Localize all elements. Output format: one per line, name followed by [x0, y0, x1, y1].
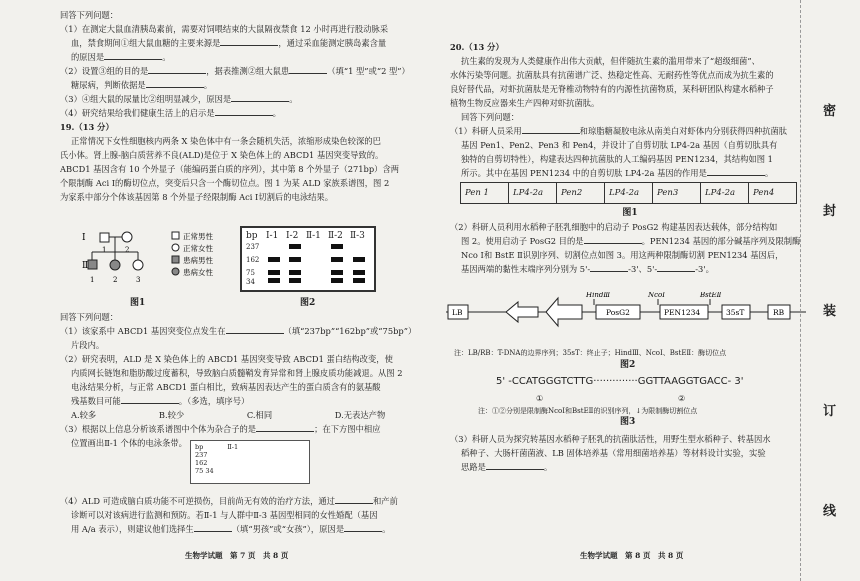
vector-label: PosG2 — [606, 308, 630, 317]
text-line: （4）研究结果给我们健康生活上的启示是 。 — [60, 108, 281, 118]
text-line: 植物生物反应器来生产四种对虾抗菌肽。 — [450, 98, 600, 108]
svg-text:2: 2 — [125, 246, 130, 254]
pedigree-male-normal — [100, 233, 109, 242]
gene-segment: Pen 1 — [461, 183, 509, 204]
figure-caption: 图3 — [620, 417, 636, 427]
text-line: （4）ALD 可造成脑白质功能不可逆损伤，目前尚无有效的治疗方法，通过 和产前 — [60, 496, 398, 506]
svg-text:1: 1 — [90, 276, 95, 284]
text-line: （1）在测定大鼠血清胰岛素前，需要对饲喂结束的大鼠隔夜禁食 12 小时再进行股动脉采 — [60, 24, 389, 34]
svg-text:1: 1 — [102, 246, 107, 254]
text-line: （2）设置③组的目的是 ，据表推测②组大鼠患 （填“1 型”或“2 型”） — [60, 66, 410, 76]
answer-blank[interactable] — [256, 422, 314, 432]
text-line: 正常情况下女性细胞核内两条 X 染色体中有一条会随机失活，浓缩形成染色较深的巴 — [71, 136, 381, 146]
gene-segment: Pen3 — [653, 183, 701, 204]
text-line: 水体污染等问题。抗菌肽具有抗菌谱广泛、热稳定性高、无耐药性等优点而成为抗生素的 — [450, 70, 774, 80]
text-line: （1）科研人员采用 和琼脂糖凝胶电泳从南美白对虾体内分别获得四种抗菌肽 — [450, 126, 788, 136]
answer-blank[interactable] — [657, 262, 695, 272]
vector-label: RB — [773, 308, 785, 317]
text-line: 为家系中部分个体该基因第 8 个外显子经限制酶 Aci Ⅰ切割后的电泳结果。 — [60, 192, 334, 202]
page-footer: 生物学试题 第 7 页 共 8 页 — [185, 551, 289, 560]
answer-gel-box[interactable]: bp Ⅱ-1 237 162 75 34 — [190, 440, 310, 484]
question-3 — [450, 432, 810, 474]
answer-blank[interactable] — [121, 394, 179, 404]
questions-block — [60, 310, 420, 450]
answer-blank[interactable] — [522, 124, 580, 134]
text-line: （3）科研人员为探究转基因水稻种子胚乳的抗菌肽活性，用野生型水稻种子、转基因水 — [450, 434, 771, 444]
figure-caption: 图2 — [620, 360, 636, 370]
text-line: 用 A/a 表示），则建议他们选择生 （填“男孩”或“女孩”），原因是 。 — [71, 524, 391, 534]
option-a: A.较多 — [71, 410, 97, 420]
figure-caption: 图1 — [622, 208, 638, 218]
vector-label: 35sT — [726, 308, 745, 317]
text-line: （1）该家系中 ABCD1 基因突变位点发生在 （填“237bp”“162bp”或“75bp”） — [60, 326, 417, 336]
text-line: 回答下列问题： — [60, 10, 119, 20]
site-label: NcoⅠ — [648, 292, 666, 299]
gel-band — [268, 257, 280, 262]
answer-blank[interactable] — [707, 166, 765, 176]
vector-label: LB — [452, 308, 463, 317]
text-line: 回答下列问题： — [461, 112, 520, 122]
gene-segment: LP4-2a — [605, 183, 653, 204]
option-c: C.相同 — [246, 410, 273, 420]
text-line: 氏小体。肾上腺-脑白质营养不良(ALD)是位于 X 染色体上的 ABCD1 基因突变导致的。 — [60, 150, 384, 160]
gel-band — [331, 257, 343, 262]
answer-blank[interactable] — [231, 92, 289, 102]
text-line: （2）研究表明，ALD 是 X 染色体上的 ABCD1 基因突变导致 ABCD1 蛋白结构改变，使 — [60, 354, 393, 364]
pedigree-female-normal — [122, 232, 132, 242]
answer-blank[interactable] — [590, 262, 628, 272]
text-line: 独特的自剪切特性），构建表达四种抗菌肽的人工编码基因 PEN1234，其结构如图 1 — [461, 154, 773, 164]
options-line — [60, 408, 420, 422]
gel-band — [353, 257, 365, 262]
figure-note: 注：LB/RB：T-DNA的边界序列；35sT：终止子；HindⅢ、NcoⅠ、BstEⅡ：酶切位点 — [454, 349, 727, 357]
answer-blank[interactable] — [148, 64, 206, 74]
generation-label: Ⅰ — [82, 233, 86, 243]
gel-band — [289, 278, 301, 283]
svg-text:2: 2 — [113, 276, 118, 284]
answer-blank[interactable] — [194, 522, 232, 532]
text-line: 残基数目可能 。（多选，填序号） — [71, 396, 250, 406]
vector-label: PEN1234 — [664, 308, 701, 317]
text-line: 糖尿病，判断依据是 。 — [71, 80, 212, 90]
text-line: 所示。其中在基因 PEN1234 中的自剪切肽 LP4-2a 基因的作用是 。 — [461, 168, 774, 178]
site-label: BstEⅡ — [700, 292, 722, 299]
text-line: 个限制酶 Aci Ⅰ的酶切位点，突变后只含一个酶切位点。图 1 为某 ALD 家族系谱图，图 2 — [60, 178, 390, 188]
vector-map — [446, 292, 806, 342]
answer-blank[interactable] — [486, 460, 544, 470]
gene-segment: LP4-2a — [509, 183, 557, 204]
answer-blank[interactable] — [289, 64, 327, 74]
marker-1: ① — [536, 394, 544, 403]
legend-item: 正常男性 — [183, 232, 213, 241]
gel-band — [289, 270, 301, 275]
text-line: 位置画出Ⅱ-1 个体的电泳条带。 — [71, 438, 187, 448]
binding-char: 订 — [823, 404, 837, 419]
option-d: D.无表达产物 — [334, 410, 386, 420]
text-line: ABCD1 基因含有 10 个外显子（能编码蛋白质的序列），其中第 8 个外显子（271bp）含两 — [60, 164, 400, 174]
figure-note: 注：①②分别是限制酶NcoⅠ和BstEⅡ的识别序列，↓为限制酶切割位点 — [478, 407, 698, 415]
pedigree-male-affected — [88, 260, 97, 269]
answer-blank[interactable] — [584, 234, 642, 244]
gel-band — [353, 278, 365, 283]
text-line: 诊断可以对该病进行监测和预防。若Ⅱ-1 与人群中Ⅱ-3 基因型相同的女性婚配（基因 — [71, 510, 378, 520]
option-b: B.较少 — [158, 410, 185, 420]
svg-text:3: 3 — [136, 276, 141, 284]
gel-band — [289, 244, 301, 249]
answer-blank[interactable] — [226, 324, 284, 334]
binding-char: 装 — [823, 304, 837, 319]
text-line: （3）④组大鼠的尿量比②组明显减少，原因是 。 — [60, 94, 298, 104]
marker-2: ② — [678, 394, 686, 403]
text-line: 基因两端的黏性末端序列分别为 5'- -3'、5'- -3'。 — [461, 264, 714, 274]
answer-blank[interactable] — [335, 494, 373, 504]
text-line: Nco Ⅰ和 BstE Ⅱ识别序列、切割位点如图 3。用这两种限制酶切割 PEN1234 基因后， — [461, 250, 784, 260]
binding-char: 密 — [823, 104, 837, 119]
pedigree-female-affected — [110, 260, 120, 270]
gel-band — [268, 270, 280, 275]
site-label: HindⅢ — [586, 292, 611, 299]
gene-segment: LP4-2a — [701, 183, 749, 204]
legend-item: 正常女性 — [183, 244, 213, 253]
gel-band — [331, 278, 343, 283]
question-number: 19.（13 分） — [60, 122, 114, 132]
answer-blank[interactable] — [104, 50, 162, 60]
text-line: 稻种子、大肠杆菌菌液、LB 固体培养基（常用细菌培养基）等材料设计实验，实验 — [461, 448, 766, 458]
figure-caption: 图1 — [130, 298, 146, 308]
text-line: 内质网长链饱和脂肪酸过度蓄积，导致脑白质髓鞘发育异常和肾上腺皮质功能减退。从图 2 — [71, 368, 403, 378]
answer-blank[interactable] — [220, 36, 278, 46]
text-line: 的原因是 。 — [71, 52, 171, 62]
answer-blank[interactable] — [146, 78, 204, 88]
binding-char: 线 — [823, 504, 837, 519]
text-line: 基因 Pen1、Pen2、Pen3 和 Pen4，并设计了自剪切肽 LP4-2a 基因（自剪切肽具有 — [461, 140, 778, 150]
page-8 — [430, 0, 800, 581]
text-line: （2）科研人员利用水稻种子胚乳细胞中的启动子 PosG2 构建基因表达载体，部分结构如 — [450, 222, 778, 232]
text-line: （3）根据以上信息分析该系谱图中个体为杂合子的是 ；在下方图中相应 — [60, 424, 381, 434]
text-line: 思路是 。 — [461, 462, 553, 472]
text-line: 良好替代品，对虾抗菌肽是无脊椎动物特有的内源性抗菌物质，某科研团队构建水稻种子 — [450, 84, 774, 94]
answer-blank[interactable] — [215, 106, 273, 116]
text-line: 抗生素的发现为人类健康作出伟大贡献，但伴随抗生素的滥用带来了“超级细菌”、 — [461, 56, 760, 66]
pedigree-chart — [80, 226, 230, 296]
gel-band — [331, 244, 343, 249]
dna-sequence: 5' -CCATGGGTCTTG··············GGTTAAGGTGACC- 3' — [496, 376, 744, 387]
text-line: 血，禁食期间①组大鼠血糖的主要来源是 ，通过采血能测定胰岛素含量 — [71, 38, 387, 48]
gel-band — [268, 278, 280, 283]
text-line: 图 2。使用启动子 PosG2 目的是 。PEN1234 基因的部分碱基序列及限制酶 — [461, 236, 801, 246]
text-line: 回答下列问题： — [60, 312, 119, 322]
binding-margin — [800, 0, 860, 581]
figure-caption: 图2 — [300, 298, 316, 308]
pedigree-female-normal — [133, 260, 143, 270]
gene-structure-table — [460, 182, 797, 204]
answer-blank[interactable] — [344, 522, 382, 532]
gene-segment: Pen4 — [749, 183, 797, 204]
question-number: 20.（13 分） — [450, 42, 504, 52]
legend-item: 患病女性 — [183, 268, 213, 277]
text-line: 电泳结果分析，与正常 ABCD1 蛋白相比，致病基因表达产生的蛋白质含有的氨基酸 — [71, 382, 381, 392]
legend-item: 患病男性 — [183, 256, 213, 265]
page-footer: 生物学试题 第 8 页 共 8 页 — [580, 551, 684, 560]
generation-label: Ⅱ — [82, 261, 89, 271]
gel-band — [289, 257, 301, 262]
electrophoresis-gel: bp Ⅰ-1 Ⅰ-2 Ⅱ-1 Ⅱ-2 Ⅱ-3 237 162 75 34 — [240, 226, 376, 292]
gel-band — [331, 270, 343, 275]
gene-segment: Pen2 — [557, 183, 605, 204]
text-line: 片段内。 — [71, 340, 105, 350]
question-4 — [60, 494, 420, 536]
binding-char: 封 — [823, 204, 837, 219]
gel-band — [353, 270, 365, 275]
